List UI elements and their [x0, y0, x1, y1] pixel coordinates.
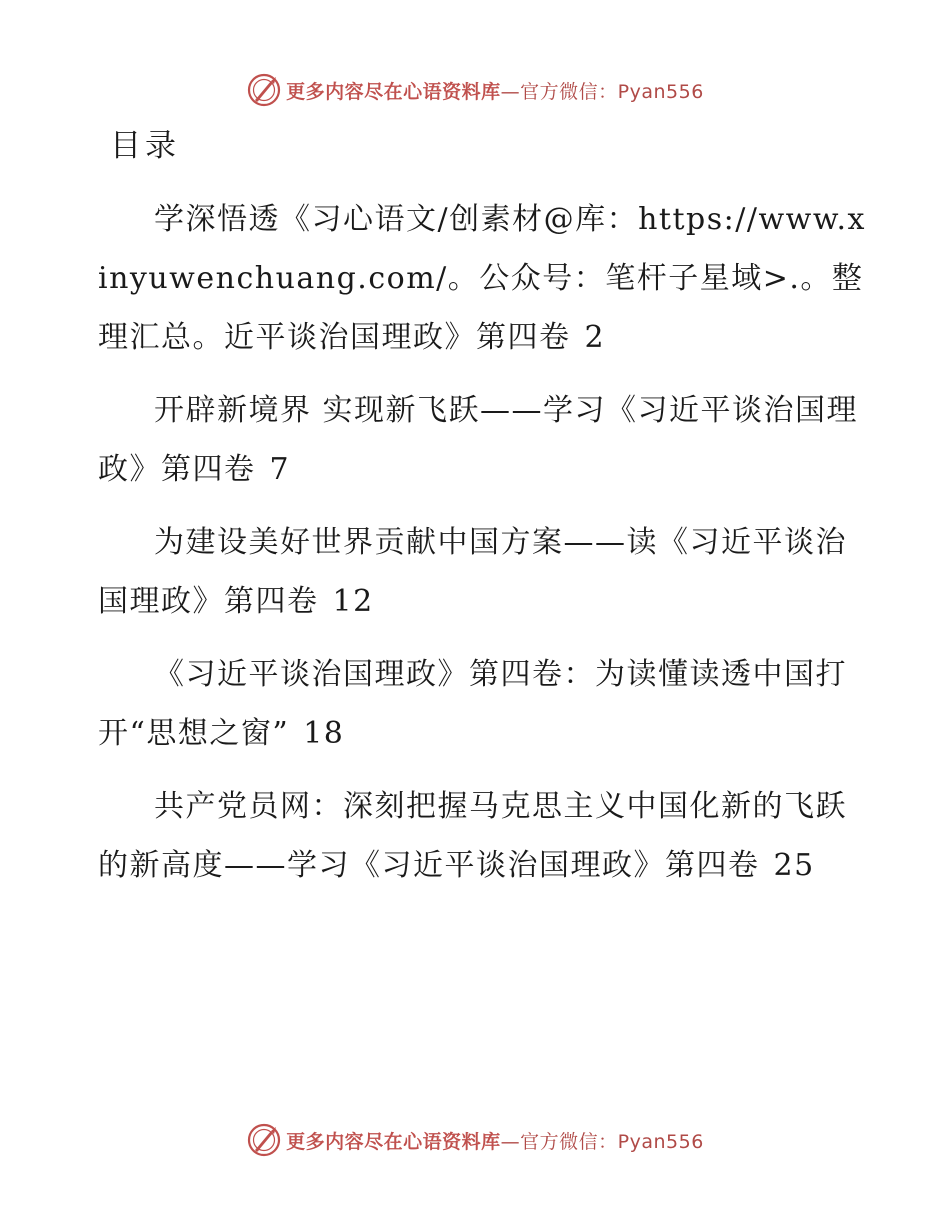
quill-logo-icon [246, 1122, 282, 1158]
footer-watermark-banner [0, 1120, 950, 1160]
toc-entry-page: 7 [269, 452, 291, 487]
banner-text [286, 77, 704, 104]
toc-entry-page: 25 [773, 848, 815, 883]
toc-entry-title: 开辟新境界 实现新飞跃——学习《习近平谈治国理政》第四卷 [98, 393, 859, 487]
toc-entry-title: 共产党员网：深刻把握马克思主义中国化新的飞跃的新高度——学习《习近平谈治国理政》第四卷 [98, 789, 847, 883]
toc-entry-title: 为建设美好世界贡献中国方案——读《习近平谈治国理政》第四卷 [98, 525, 847, 619]
banner-contact-text: —官方微信：Pyan556 [500, 1130, 704, 1153]
toc-entry-title: 学深悟透《习心语文/创素材@库：https://www.xinyuwenchuang.com/。公众号：笔杆子星域>.。整理汇总。近平谈治国理政》第四卷 [98, 202, 866, 355]
toc-entry-page: 2 [584, 320, 606, 355]
toc-entry[interactable] [98, 645, 868, 763]
table-of-contents [98, 190, 868, 909]
banner-lead-text: 更多内容尽在心语资料库 [286, 1130, 501, 1153]
quill-logo-icon [246, 72, 282, 108]
toc-entry[interactable] [98, 190, 868, 367]
toc-entry-page: 12 [332, 584, 374, 619]
banner-contact-text: —官方微信：Pyan556 [500, 80, 704, 103]
toc-heading: 目录 [110, 128, 180, 164]
toc-entry-title: 《习近平谈治国理政》第四卷：为读懂读透中国打开“思想之窗” [98, 657, 847, 751]
toc-entry-page: 18 [303, 716, 345, 751]
toc-entry[interactable] [98, 381, 868, 499]
toc-entry[interactable] [98, 513, 868, 631]
banner-text [286, 1127, 704, 1154]
banner-lead-text: 更多内容尽在心语资料库 [286, 80, 501, 103]
header-watermark-banner [0, 70, 950, 110]
toc-entry[interactable] [98, 777, 868, 895]
